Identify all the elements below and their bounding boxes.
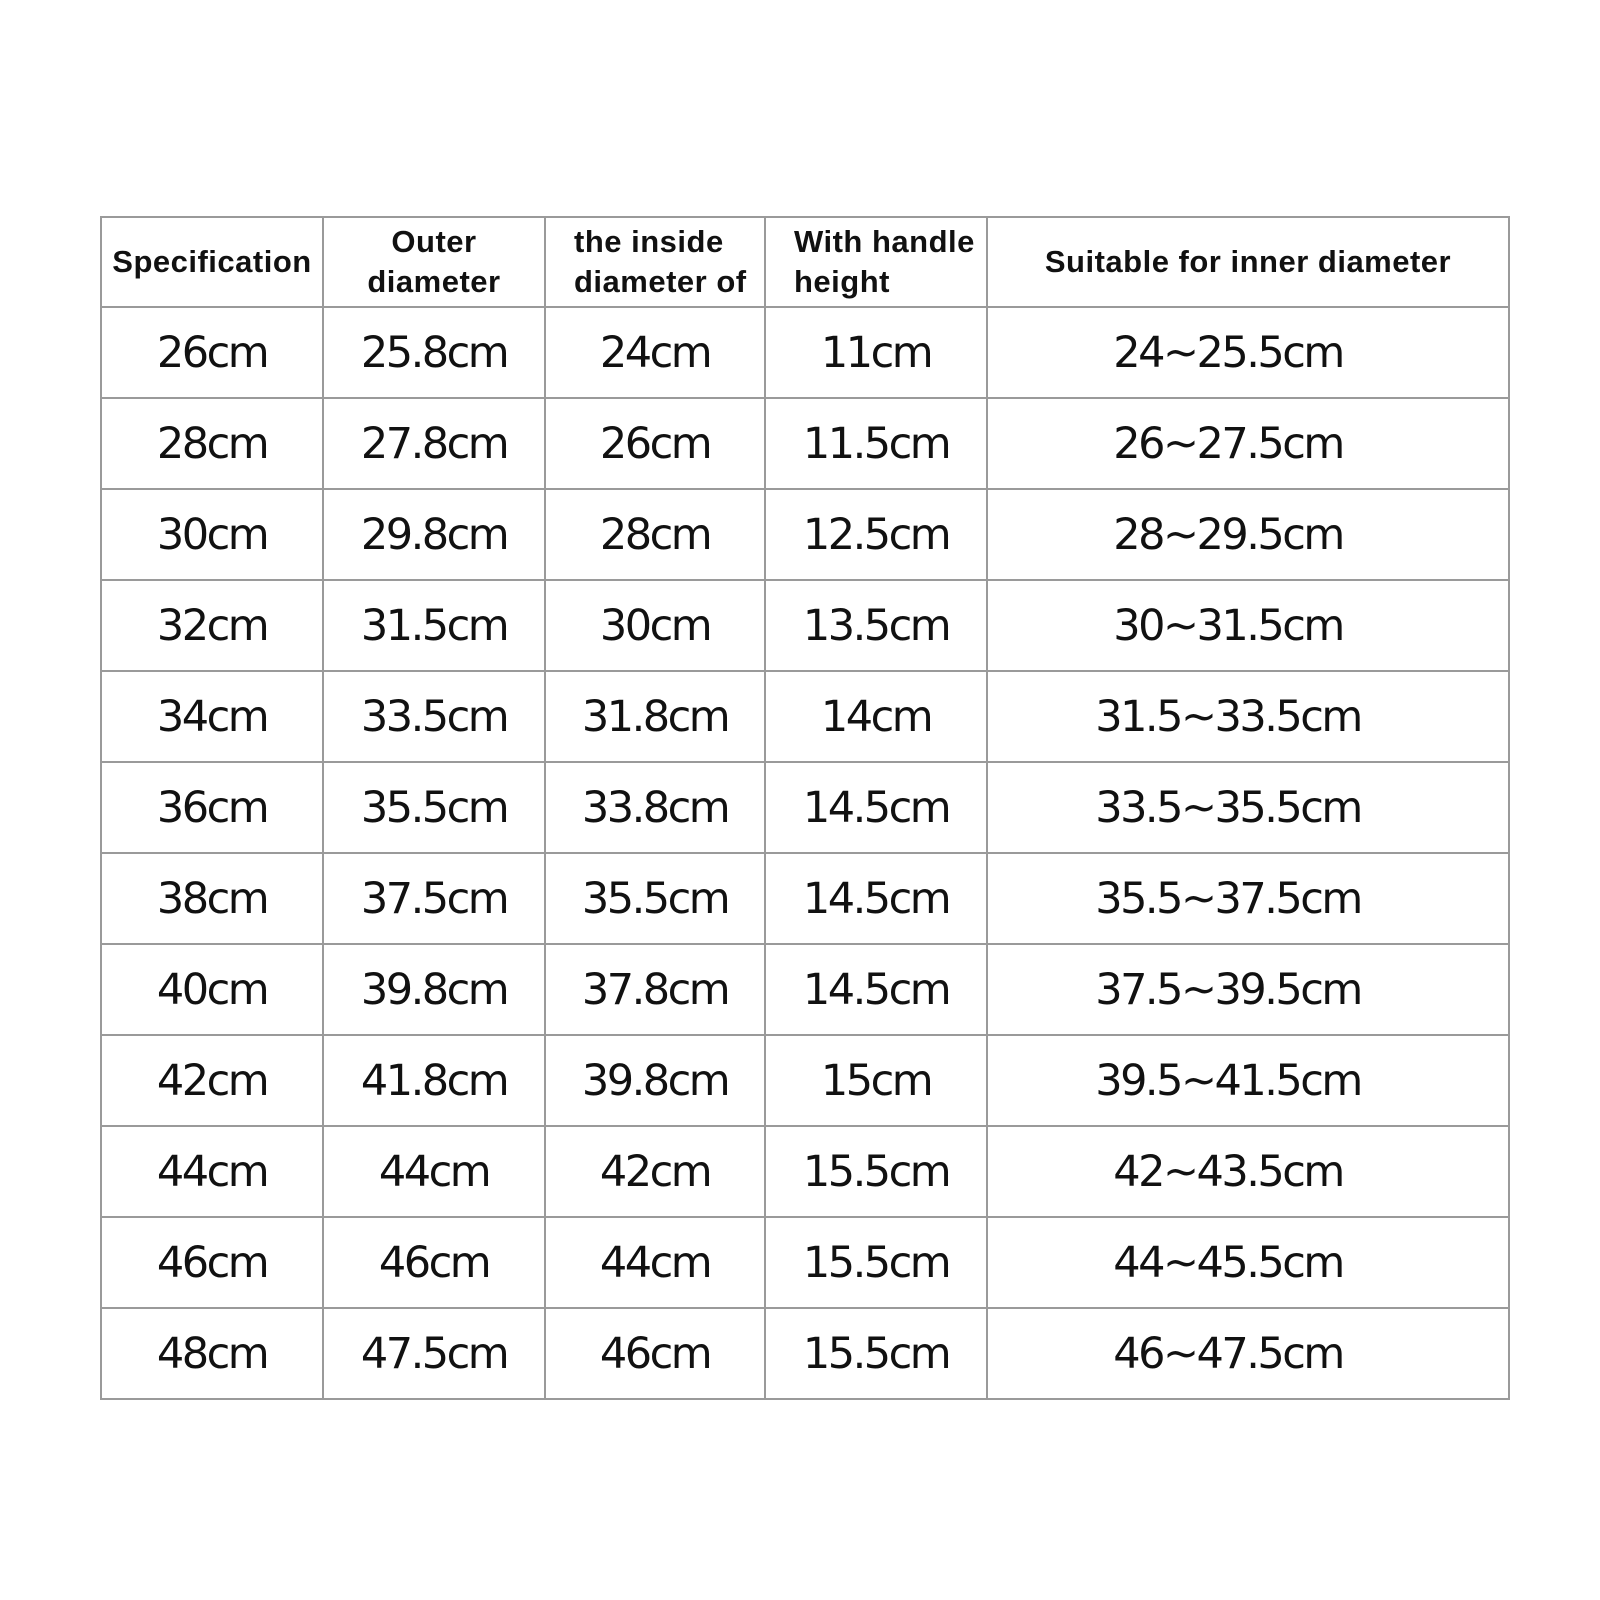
specification-cell: 46cm bbox=[101, 1217, 323, 1308]
handle-height-cell: 15.5cm bbox=[765, 1217, 987, 1308]
handle-height-cell: 11.5cm bbox=[765, 398, 987, 489]
specification-cell: 34cm bbox=[101, 671, 323, 762]
handle-height-cell: 15cm bbox=[765, 1035, 987, 1126]
handle-height-cell: 14cm bbox=[765, 671, 987, 762]
table-row bbox=[101, 1126, 1509, 1217]
outer-diameter-cell: 37.5cm bbox=[323, 853, 545, 944]
suitable-inner-diameter-cell: 44~45.5cm bbox=[987, 1217, 1509, 1308]
inside-diameter-cell: 33.8cm bbox=[545, 762, 765, 853]
outer-diameter-cell: 31.5cm bbox=[323, 580, 545, 671]
header-specification: Specification bbox=[101, 217, 323, 307]
handle-height-cell: 12.5cm bbox=[765, 489, 987, 580]
suitable-inner-diameter-cell: 42~43.5cm bbox=[987, 1126, 1509, 1217]
suitable-inner-diameter-cell: 46~47.5cm bbox=[987, 1308, 1509, 1399]
table-row bbox=[101, 944, 1509, 1035]
specification-cell: 32cm bbox=[101, 580, 323, 671]
specification-cell: 30cm bbox=[101, 489, 323, 580]
table-row bbox=[101, 1217, 1509, 1308]
table-row bbox=[101, 398, 1509, 489]
outer-diameter-cell: 29.8cm bbox=[323, 489, 545, 580]
table-row bbox=[101, 1308, 1509, 1399]
header-row bbox=[101, 217, 1509, 307]
size-spec-table bbox=[100, 216, 1510, 1400]
inside-diameter-cell: 31.8cm bbox=[545, 671, 765, 762]
inside-diameter-cell: 26cm bbox=[545, 398, 765, 489]
table-row bbox=[101, 853, 1509, 944]
handle-height-cell: 13.5cm bbox=[765, 580, 987, 671]
inside-diameter-cell: 28cm bbox=[545, 489, 765, 580]
handle-height-cell: 15.5cm bbox=[765, 1126, 987, 1217]
handle-height-cell: 15.5cm bbox=[765, 1308, 987, 1399]
table-row bbox=[101, 307, 1509, 398]
table-body bbox=[101, 307, 1509, 1399]
suitable-inner-diameter-cell: 31.5~33.5cm bbox=[987, 671, 1509, 762]
outer-diameter-cell: 27.8cm bbox=[323, 398, 545, 489]
specification-cell: 36cm bbox=[101, 762, 323, 853]
suitable-inner-diameter-cell: 30~31.5cm bbox=[987, 580, 1509, 671]
specification-cell: 26cm bbox=[101, 307, 323, 398]
suitable-inner-diameter-cell: 33.5~35.5cm bbox=[987, 762, 1509, 853]
header-suitable-inner-diameter: Suitable for inner diameter bbox=[987, 217, 1509, 307]
outer-diameter-cell: 35.5cm bbox=[323, 762, 545, 853]
specification-cell: 48cm bbox=[101, 1308, 323, 1399]
specification-cell: 38cm bbox=[101, 853, 323, 944]
inside-diameter-cell: 30cm bbox=[545, 580, 765, 671]
specification-cell: 42cm bbox=[101, 1035, 323, 1126]
table-row bbox=[101, 580, 1509, 671]
handle-height-cell: 14.5cm bbox=[765, 762, 987, 853]
suitable-inner-diameter-cell: 35.5~37.5cm bbox=[987, 853, 1509, 944]
outer-diameter-cell: 41.8cm bbox=[323, 1035, 545, 1126]
table-row bbox=[101, 1035, 1509, 1126]
outer-diameter-cell: 46cm bbox=[323, 1217, 545, 1308]
inside-diameter-cell: 37.8cm bbox=[545, 944, 765, 1035]
outer-diameter-cell: 44cm bbox=[323, 1126, 545, 1217]
handle-height-cell: 11cm bbox=[765, 307, 987, 398]
outer-diameter-cell: 47.5cm bbox=[323, 1308, 545, 1399]
suitable-inner-diameter-cell: 24~25.5cm bbox=[987, 307, 1509, 398]
suitable-inner-diameter-cell: 37.5~39.5cm bbox=[987, 944, 1509, 1035]
inside-diameter-cell: 42cm bbox=[545, 1126, 765, 1217]
header-outer-diameter: Outer diameter bbox=[323, 217, 545, 307]
inside-diameter-cell: 39.8cm bbox=[545, 1035, 765, 1126]
specification-cell: 44cm bbox=[101, 1126, 323, 1217]
handle-height-cell: 14.5cm bbox=[765, 944, 987, 1035]
suitable-inner-diameter-cell: 28~29.5cm bbox=[987, 489, 1509, 580]
specification-cell: 40cm bbox=[101, 944, 323, 1035]
outer-diameter-cell: 33.5cm bbox=[323, 671, 545, 762]
inside-diameter-cell: 46cm bbox=[545, 1308, 765, 1399]
inside-diameter-cell: 44cm bbox=[545, 1217, 765, 1308]
outer-diameter-cell: 39.8cm bbox=[323, 944, 545, 1035]
suitable-inner-diameter-cell: 26~27.5cm bbox=[987, 398, 1509, 489]
specification-cell: 28cm bbox=[101, 398, 323, 489]
inside-diameter-cell: 24cm bbox=[545, 307, 765, 398]
header-inside-diameter: the inside diameter of bbox=[545, 217, 765, 307]
table-row bbox=[101, 489, 1509, 580]
outer-diameter-cell: 25.8cm bbox=[323, 307, 545, 398]
inside-diameter-cell: 35.5cm bbox=[545, 853, 765, 944]
table-row bbox=[101, 671, 1509, 762]
suitable-inner-diameter-cell: 39.5~41.5cm bbox=[987, 1035, 1509, 1126]
table-row bbox=[101, 762, 1509, 853]
header-handle-height: With handle height bbox=[765, 217, 987, 307]
handle-height-cell: 14.5cm bbox=[765, 853, 987, 944]
